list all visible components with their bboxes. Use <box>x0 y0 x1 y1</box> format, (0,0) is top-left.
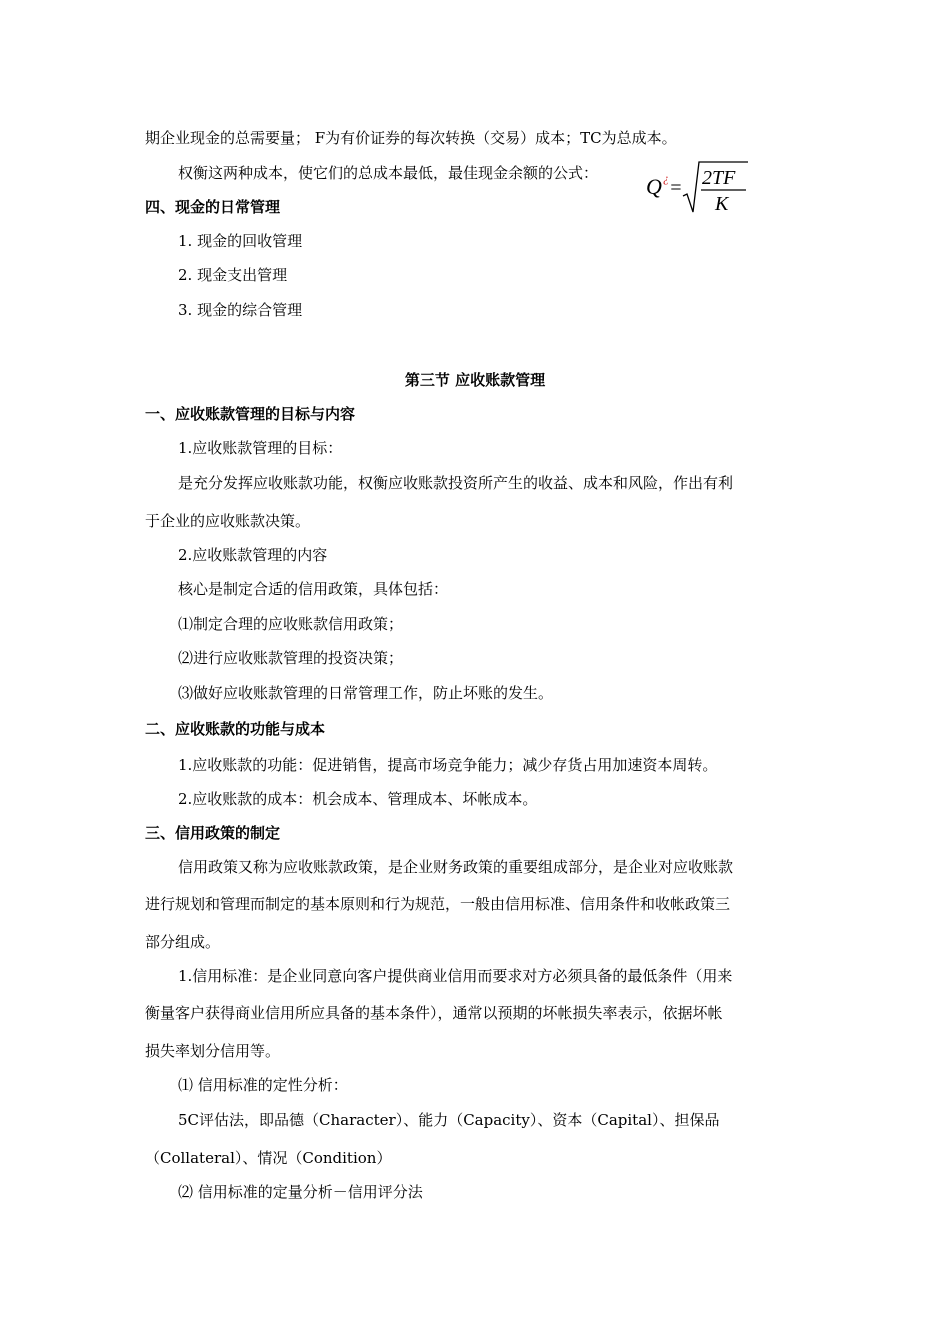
paragraph-line: 1.应收账款管理的目标： <box>178 439 343 457</box>
list-item: 3. 现金的综合管理 <box>178 301 303 319</box>
section-heading: 一、应收账款管理的目标与内容 <box>145 405 356 423</box>
list-item: ⑵进行应收账款管理的投资决策； <box>178 649 404 667</box>
paragraph-line: 损失率划分信用等。 <box>145 1042 281 1060</box>
list-item: ⑶做好应收账款管理的日常管理工作，防止坏账的发生。 <box>178 684 554 702</box>
formula-equals: = <box>669 177 683 199</box>
list-item: ⑵ 信用标准的定量分析－信用评分法 <box>178 1183 423 1201</box>
paragraph-line: 2.应收账款的成本：机会成本、管理成本、坏帐成本。 <box>178 790 538 808</box>
paragraph-line: 于企业的应收账款决策。 <box>145 512 311 530</box>
section-heading: 三、信用政策的制定 <box>145 824 281 842</box>
formula-denominator: K <box>715 193 729 215</box>
formula-lhs: Q <box>646 174 662 199</box>
list-item: 2. 现金支出管理 <box>178 266 288 284</box>
paragraph-line: 是充分发挥应收账款功能，权衡应收账款投资所产生的收益、成本和风险，作出有利 <box>178 474 734 492</box>
formula-numerator: 2TF <box>702 167 736 189</box>
formula-superscript: ¿ <box>663 171 669 185</box>
paragraph-line: 核心是制定合适的信用政策，具体包括： <box>178 580 449 598</box>
paragraph-line: 5C评估法，即品德（Character）、能力（Capacity）、资本（Capital）、担保品 <box>178 1111 720 1129</box>
chapter-title: 第三节 应收账款管理 <box>404 371 546 389</box>
paragraph-line: 2.应收账款管理的内容 <box>178 546 328 564</box>
paragraph-line: 进行规划和管理而制定的基本原则和行为规范，一般由信用标准、信用条件和收帐政策三 <box>145 895 731 913</box>
paragraph-line: 1.应收账款的功能：促进销售，提高市场竞争能力；减少存货占用加速资本周转。 <box>178 756 718 774</box>
paragraph-line: 期企业现金的总需要量； F为有价证券的每次转换（交易）成本；TC为总成本。 <box>145 129 677 147</box>
section-heading: 二、应收账款的功能与成本 <box>145 720 326 738</box>
paragraph-line: 权衡这两种成本，使它们的总成本最低，最佳现金余额的公式： <box>178 164 599 182</box>
paragraph-line: 衡量客户获得商业信用所应具备的基本条件），通常以预期的坏帐损失率表示，依据坏帐 <box>145 1004 723 1022</box>
list-item: ⑴制定合理的应收账款信用政策； <box>178 615 404 633</box>
paragraph-line: 信用政策又称为应收账款政策，是企业财务政策的重要组成部分，是企业对应收账款 <box>178 858 734 876</box>
paragraph-line: 1.信用标准：是企业同意向客户提供商业信用而要求对方必须具备的最低条件（用来 <box>178 967 733 985</box>
section-heading: 四、现金的日常管理 <box>145 198 281 216</box>
list-item: 1. 现金的回收管理 <box>178 232 303 250</box>
paragraph-line: 部分组成。 <box>145 933 221 951</box>
optimal-cash-formula <box>642 158 752 216</box>
paragraph-line: （Collateral）、情况（Condition） <box>145 1149 392 1167</box>
list-item: ⑴ 信用标准的定性分析： <box>178 1076 348 1094</box>
